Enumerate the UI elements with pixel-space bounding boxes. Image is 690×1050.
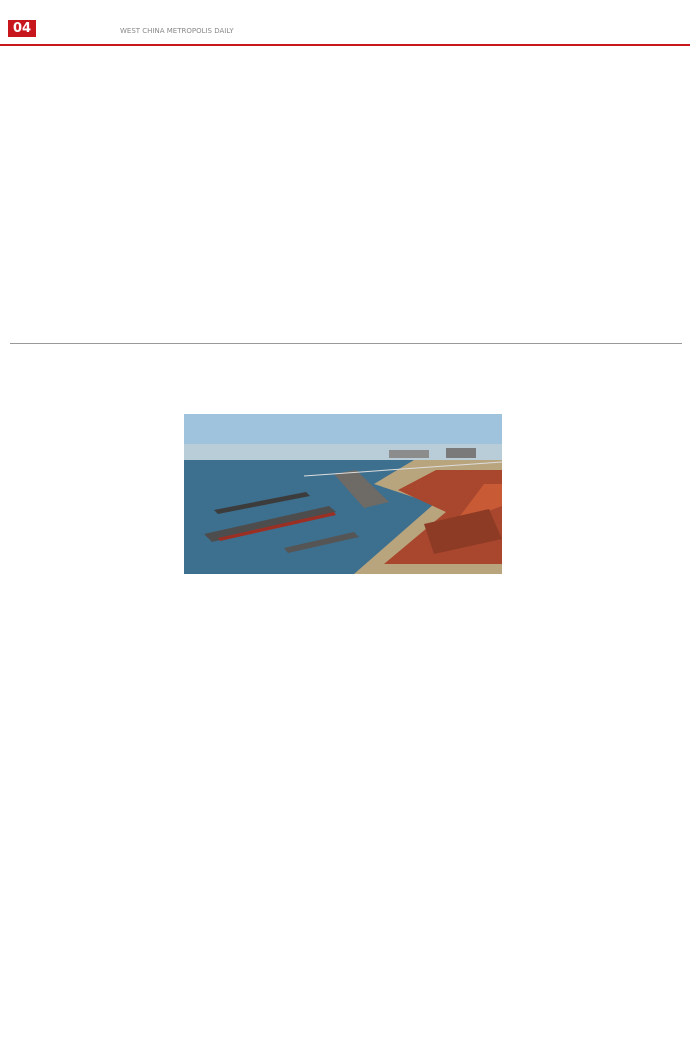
article2-column-4b	[526, 525, 682, 1030]
newspaper-english-name: WEST CHINA METROPOLIS DAILY	[120, 27, 234, 35]
article2-column-4a	[526, 394, 682, 506]
article2-column-3	[355, 592, 515, 1035]
article2-column-2	[184, 592, 344, 792]
article1-column-4	[526, 118, 682, 320]
article2-column-1b	[12, 590, 172, 1035]
page-number: 04	[8, 20, 36, 37]
article-divider	[10, 343, 682, 344]
article2-column-1a	[12, 452, 172, 560]
article1-column-1	[10, 118, 170, 338]
article1-column-2	[184, 118, 344, 338]
article2-column-2b	[184, 823, 344, 1035]
page-header	[0, 0, 690, 46]
port-photo	[184, 414, 502, 574]
article1-column-3	[355, 118, 515, 338]
